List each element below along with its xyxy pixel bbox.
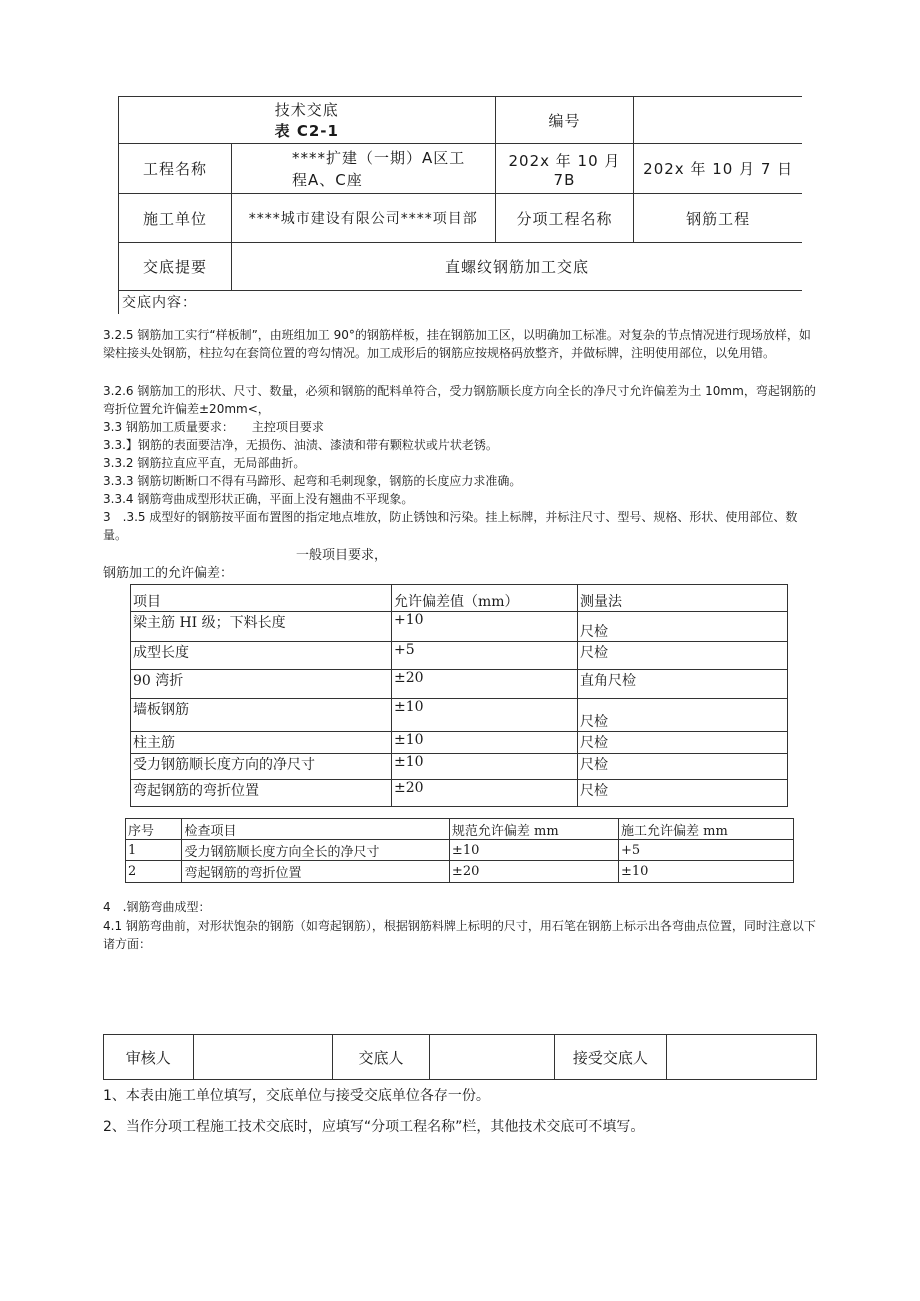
note-1: 1、本表由施工单位填写，交底单位与接受交底单位各存一份。 (103, 1088, 490, 1104)
t1-cell: 柱主筋 (131, 732, 392, 754)
note-2: 2、当作分项工程施工技术交底时，应填写“分项工程名称”栏，其他技术交底可不填写。 (103, 1119, 645, 1135)
content-label: 交底内容： (122, 295, 197, 311)
sub-project-label: 分项工程名称 (495, 194, 634, 243)
t2-cell: ±10 (618, 861, 793, 883)
table-row (131, 780, 788, 807)
t1-cell: ±20 (392, 670, 578, 699)
para-3-2-5: 3.2.5 钢筋加工实行“样板制”，由班组加工 90°的钢筋样板，挂在钢筋加工区，以明确加工标准。对复杂的节点情况进行现场放样，如梁柱接头处钢筋，柱拉勾在套筒位置的弯勾情况。加工成形后的钢筋应按规格码放整齐，并做标牌，注明使用部位，以免用错。 (103, 328, 811, 360)
project-row (119, 144, 496, 194)
table-row (131, 732, 788, 754)
summary-label: 交底提要 (119, 243, 232, 290)
constructor-row (119, 194, 496, 243)
t1-cell: 受力钢筋顺长度方向的净尺寸 (131, 754, 392, 780)
t1-cell: 尺检 (578, 642, 788, 670)
t1-cell: 墙板钢筋 (131, 699, 392, 732)
t2-cell: 2 (126, 861, 182, 883)
t1-cell: 尺检 (578, 699, 788, 732)
t1-cell: ±10 (392, 699, 578, 732)
t1-cell: 直角尺检 (578, 670, 788, 699)
project-name-value: ****扩建（一期）A区工程A、C座 (292, 148, 466, 189)
t1-cell: 尺检 (578, 780, 788, 807)
constructor-value: ****城市建设有限公司****项目部 (248, 211, 478, 227)
para-3-3-4: 3.3.4 钢筋弯曲成型形状正确，平面上没有翘曲不平现象。 (103, 492, 414, 506)
t1-cell: ±10 (392, 732, 578, 754)
table-row (131, 670, 788, 699)
t1-cell: ±20 (392, 780, 578, 807)
title-line2: 表 C2-1 (274, 122, 339, 140)
table-row (131, 642, 788, 670)
t2-header-no: 序号 (126, 819, 182, 840)
receiver-label: 接受交底人 (554, 1035, 666, 1080)
para-3-3-5: 3 .3.5 成型好的钢筋按平面布置图的指定地点堆放，防止锈蚀和污染。挂上标牌，并标注尺寸、型号、规格、形状、使用部位、数量。 (103, 510, 798, 542)
table-row (131, 612, 788, 642)
t1-cell: 尺检 (578, 612, 788, 642)
t1-header-item: 项目 (131, 585, 392, 612)
receiver-field (666, 1035, 816, 1080)
table-row (131, 699, 788, 732)
summary-row (119, 243, 803, 291)
sub-project-value: 钢筋工程 (634, 194, 802, 243)
t1-cell: 90 湾折 (131, 670, 392, 699)
number-value (634, 97, 802, 144)
t2-cell: 弯起钢筋的弯折位置 (182, 861, 449, 883)
t2-cell: ±10 (449, 840, 618, 861)
table-row (126, 840, 794, 861)
discloser-field (430, 1035, 555, 1080)
t2-cell: +5 (618, 840, 793, 861)
para-3-3-3: 3.3.3 钢筋切断断口不得有马蹄形、起弯和毛刺现象，钢筋的长度应力求准确。 (103, 474, 522, 488)
para-4: 4 .钢筋弯曲成型： (103, 900, 211, 914)
number-label: 编号 (495, 97, 634, 144)
project-name-label: 工程名称 (119, 144, 232, 193)
discloser-label: 交底人 (332, 1035, 429, 1080)
t2-header-spec: 规范允许偏差 mm (449, 819, 618, 840)
t1-cell: 梁主筋 HI 级；下料长度 (131, 612, 392, 642)
t1-cell: 成型长度 (131, 642, 392, 670)
table-row (131, 754, 788, 780)
t1-cell: 尺检 (578, 754, 788, 780)
para-3-3-1: 3.3.】钢筋的表面要洁净，无损伤、油渍、漆渍和带有颗粒状或片状老锈。 (103, 438, 498, 452)
title-line1: 技术交底 (274, 101, 339, 119)
para-3-3-2: 3.3.2 钢筋拉直应平直，无局部曲折。 (103, 456, 306, 470)
tolerance-title: 钢筋加工的允许偏差： (103, 566, 234, 581)
content-left-border (118, 288, 119, 314)
para-4-1: 4.1 钢筋弯曲前，对形状饱杂的钢筋（如弯起钢筋），根据钢筋料牌上标明的尺寸，用石笔在钢筋上标示出各弯曲点位置，同时注意以下诸方面： (103, 919, 816, 951)
t1-header-tolerance: 允许偏差值（mm） (392, 585, 578, 612)
t1-header-method: 测量法 (578, 585, 788, 612)
title-cell (119, 97, 496, 144)
constructor-label: 施工单位 (119, 194, 232, 242)
para-3-2-6: 3.2.6 钢筋加工的形状、尺寸、数量，必须和钢筋的配料单符合，受力钢筋顺长度方向全长的净尺寸允许偏差为土 10mm，弯起钢筋的弯折位置允许偏差±20mm<， (103, 384, 816, 416)
signature-table (103, 1034, 817, 1080)
reviewer-field (193, 1035, 332, 1080)
t1-cell: ±10 (392, 754, 578, 780)
t2-cell: 1 (126, 840, 182, 861)
para-3-3: 3.3 钢筋加工质量要求： 主控项目要求 (103, 420, 324, 434)
header-table (118, 96, 802, 291)
inspection-table (125, 818, 794, 883)
t1-cell: +10 (392, 612, 578, 642)
t1-cell: 弯起钢筋的弯折位置 (131, 780, 392, 807)
tolerance-table (130, 584, 788, 807)
date-left: 202x 年 10 月 7B (495, 144, 634, 194)
t1-cell: 尺检 (578, 732, 788, 754)
general-requirements: 一般项目要求， (296, 548, 388, 563)
table-row (126, 861, 794, 883)
t2-cell: 受力钢筋顺长度方向全长的净尺寸 (182, 840, 449, 861)
t2-cell: ±20 (449, 861, 618, 883)
reviewer-label: 审核人 (104, 1035, 194, 1080)
t1-cell: +5 (392, 642, 578, 670)
date-right: 202x 年 10 月 7 日 (634, 144, 802, 194)
summary-value: 直螺纹钢筋加工交底 (444, 258, 589, 276)
t2-header-construction: 施工允许偏差 mm (618, 819, 793, 840)
t2-header-item: 检查项目 (182, 819, 449, 840)
